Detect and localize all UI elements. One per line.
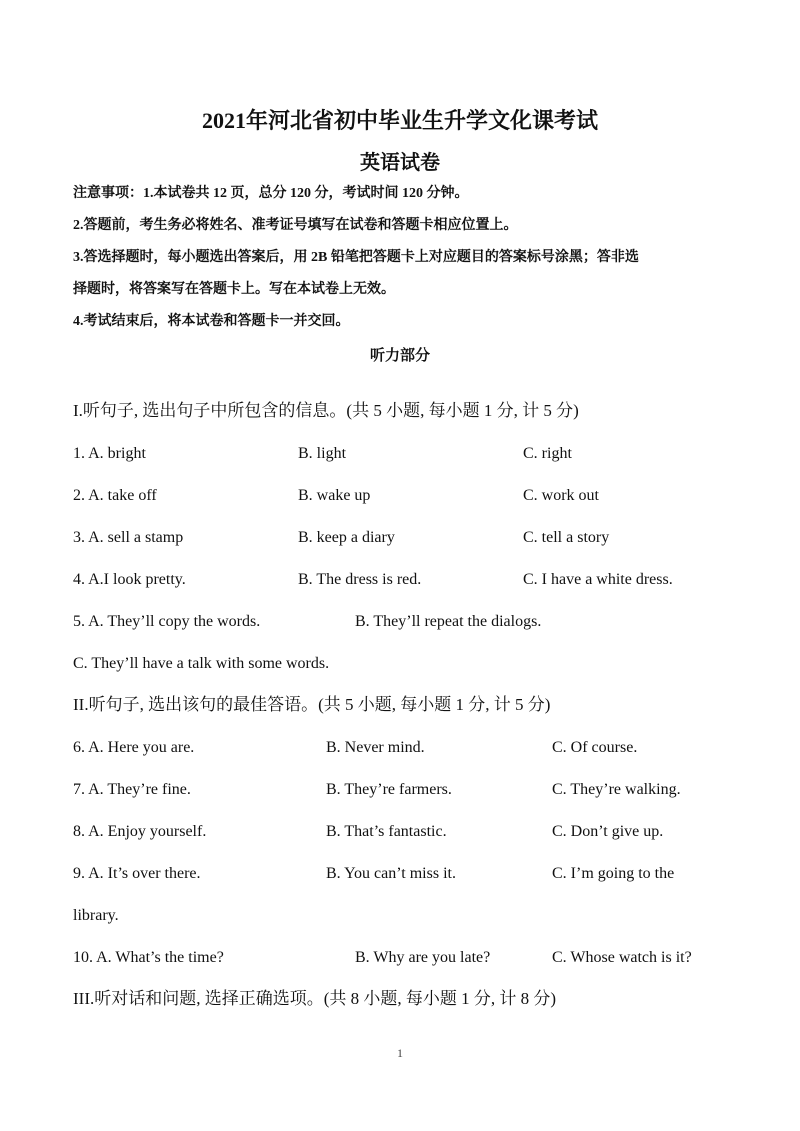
q6-option-b: B. Never mind.: [326, 739, 425, 756]
q3-option-c: C. tell a story: [523, 529, 610, 546]
q9-option-c: C. I’m going to the: [552, 865, 675, 882]
q7-option-c: C. They’re walking.: [552, 781, 681, 798]
exam-title: 2021年河北省初中毕业生升学文化课考试: [201, 108, 598, 133]
q6-option-c: C. Of course.: [552, 739, 638, 756]
part1-heading: I.听句子, 选出句子中所包含的信息。(共 5 小题, 每小题 1 分, 计 5 分): [73, 401, 579, 420]
section-title: 听力部分: [369, 348, 430, 364]
q8-option-a: 8. A. Enjoy yourself.: [73, 823, 207, 840]
notice-1: 注意事项：1.本试卷共 12 页，总分 120 分，考试时间 120 分钟。: [73, 186, 469, 201]
notice-3-line-1: 3.答选择题时，每小题选出答案后，用 2B 铅笔把答题卡上对应题目的答案标号涂黑；答非选: [73, 250, 639, 265]
notice-3: [73, 248, 733, 300]
notice-3-line-2: 择题时，将答案写在答题卡上。写在本试卷上无效。: [73, 282, 395, 297]
q4-option-a: 4. A.I look pretty.: [73, 571, 186, 588]
notice-2: 2.答题前，考生务必将姓名、准考证号填写在试卷和答题卡相应位置上。: [73, 218, 518, 233]
notice-4: 4.考试结束后，将本试卷和答题卡一并交回。: [73, 314, 350, 329]
q10-option-b: B. Why are you late?: [355, 949, 491, 966]
q3-option-b: B. keep a diary: [298, 529, 395, 546]
q2-option-c: C. work out: [523, 487, 599, 504]
q7-option-a: 7. A. They’re fine.: [73, 781, 191, 798]
q1-option-a: 1. A. bright: [73, 445, 146, 462]
q10-option-c: C. Whose watch is it?: [552, 949, 692, 966]
q3-option-a: 3. A. sell a stamp: [73, 529, 184, 546]
part2-heading: II.听句子, 选出该句的最佳答语。(共 5 小题, 每小题 1 分, 计 5 分): [73, 695, 551, 714]
q9-option-b: B. You can’t miss it.: [326, 865, 456, 882]
q8-option-b: B. That’s fantastic.: [326, 823, 447, 840]
q5-option-b: B. They’ll repeat the dialogs.: [355, 613, 542, 630]
page-number: 1: [397, 1046, 403, 1060]
q2-option-a: 2. A. take off: [73, 487, 157, 504]
q6-option-a: 6. A. Here you are.: [73, 739, 195, 756]
q5-option-c: C. They’ll have a talk with some words.: [73, 655, 330, 672]
q4-option-b: B. The dress is red.: [298, 571, 422, 588]
q9-option-a: 9. A. It’s over there.: [73, 865, 201, 882]
q1-option-c: C. right: [523, 445, 572, 462]
q7-option-b: B. They’re farmers.: [326, 781, 452, 798]
q1-option-b: B. light: [298, 445, 347, 462]
q9-option-c-continued: library.: [73, 907, 119, 924]
q2-option-b: B. wake up: [298, 487, 371, 504]
part3-heading: III.听对话和问题, 选择正确选项。(共 8 小题, 每小题 1 分, 计 8 分): [73, 989, 557, 1008]
exam-subtitle: 英语试卷: [360, 152, 440, 174]
q8-option-c: C. Don’t give up.: [552, 823, 664, 840]
q10-option-a: 10. A. What’s the time?: [73, 949, 224, 966]
q5-option-a: 5. A. They’ll copy the words.: [73, 613, 261, 630]
q4-option-c: C. I have a white dress.: [523, 571, 673, 588]
